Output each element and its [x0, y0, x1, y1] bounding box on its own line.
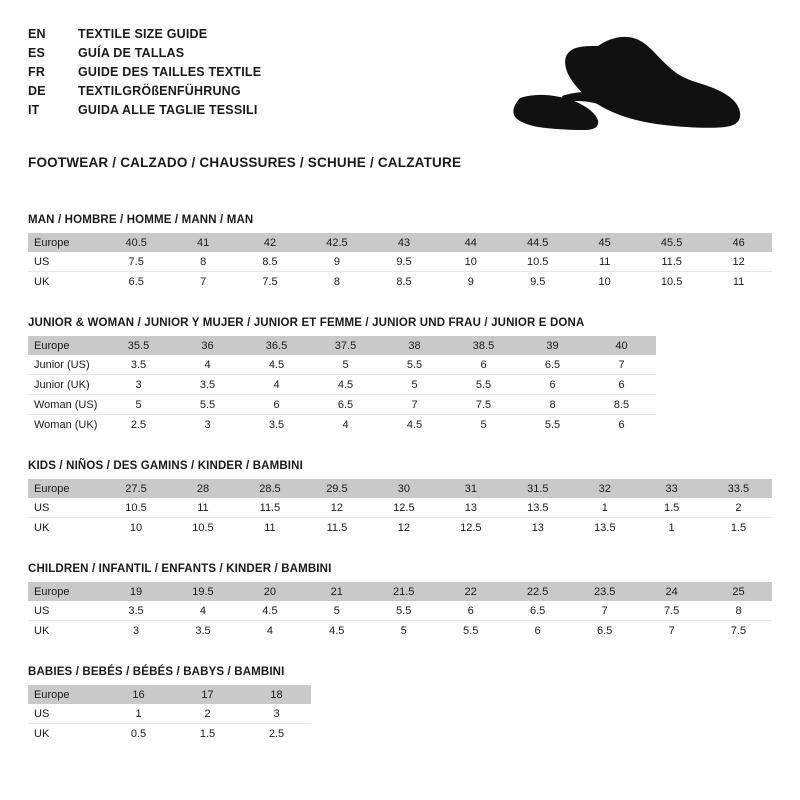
size-cell: 6.5 [311, 395, 380, 415]
size-cell: 39 [518, 336, 587, 355]
table-row [28, 479, 772, 498]
size-section [28, 460, 772, 537]
size-cell: 5.5 [437, 621, 504, 641]
size-cell: 38 [380, 336, 449, 355]
section-title: KIDS / NIÑOS / DES GAMINS / KINDER / BAMBINI [28, 460, 303, 472]
size-cell: 8 [518, 395, 587, 415]
language-title: GUIDA ALLE TAGLIE TESSILI [78, 103, 258, 117]
row-label: UK [28, 724, 104, 744]
size-cell: 25 [705, 582, 772, 601]
size-cell: 24 [638, 582, 705, 601]
size-cell: 12 [705, 252, 772, 272]
row-label: Europe [28, 233, 103, 252]
size-table [28, 233, 772, 291]
size-cell: 7.5 [237, 272, 304, 292]
size-cell: 21 [303, 582, 370, 601]
size-cell: 7 [587, 355, 656, 375]
size-cell: 5 [104, 395, 173, 415]
size-cell: 5.5 [173, 395, 242, 415]
size-cell: 12.5 [437, 518, 504, 538]
size-section [28, 666, 772, 743]
table-row [28, 724, 311, 744]
size-cell: 5 [380, 375, 449, 395]
size-cell: 44.5 [504, 233, 571, 252]
size-cell: 41 [170, 233, 237, 252]
table-row [28, 704, 311, 724]
size-cell: 4 [242, 375, 311, 395]
size-cell: 9 [437, 272, 504, 292]
row-label: UK [28, 272, 103, 292]
size-cell: 1.5 [705, 518, 772, 538]
row-label: Europe [28, 479, 103, 498]
size-cell: 4 [311, 415, 380, 435]
size-cell: 42 [237, 233, 304, 252]
language-title-list [28, 26, 261, 119]
table-row [28, 272, 772, 292]
size-cell: 5.5 [380, 355, 449, 375]
size-cell: 36 [173, 336, 242, 355]
size-cell: 5.5 [370, 601, 437, 621]
table-row [28, 375, 656, 395]
size-cell: 11.5 [236, 498, 303, 518]
table-row [28, 518, 772, 538]
size-cell: 17 [173, 685, 242, 704]
language-code: IT [28, 103, 40, 117]
size-cell: 9.5 [504, 272, 571, 292]
section-title: MAN / HOMBRE / HOMME / MANN / MAN [28, 214, 254, 226]
size-table [28, 582, 772, 640]
size-cell: 6 [518, 375, 587, 395]
size-cell: 4.5 [311, 375, 380, 395]
size-cell: 7.5 [705, 621, 772, 641]
language-code: FR [28, 65, 46, 79]
table-row [28, 685, 311, 704]
dress-shoe-icon [502, 34, 752, 139]
language-row [28, 45, 261, 62]
size-cell: 9 [303, 252, 370, 272]
size-cell: 10.5 [638, 272, 705, 292]
section-title: BABIES / BEBÉS / BÉBÉS / BABYS / BAMBINI [28, 666, 285, 678]
size-cell: 33.5 [705, 479, 772, 498]
size-cell: 18 [242, 685, 311, 704]
language-code: EN [28, 27, 46, 41]
size-cell: 8 [170, 252, 237, 272]
size-cell: 10 [103, 518, 170, 538]
table-row [28, 395, 656, 415]
size-cell: 1.5 [638, 498, 705, 518]
size-cell: 44 [437, 233, 504, 252]
size-sections [28, 214, 772, 743]
size-cell: 13 [437, 498, 504, 518]
size-cell: 8.5 [587, 395, 656, 415]
size-cell: 38.5 [449, 336, 518, 355]
size-cell: 1.5 [173, 724, 242, 744]
size-cell: 1 [638, 518, 705, 538]
size-cell: 8 [303, 272, 370, 292]
size-cell: 4 [237, 621, 304, 641]
size-cell: 11 [169, 498, 236, 518]
size-cell: 4 [173, 355, 242, 375]
row-label: UK [28, 621, 103, 641]
table-row [28, 415, 656, 435]
size-cell: 8.5 [371, 272, 438, 292]
size-cell: 3 [242, 704, 311, 724]
section-title: JUNIOR & WOMAN / JUNIOR Y MUJER / JUNIOR ET FEMME / JUNIOR UND FRAU / JUNIOR E DONA [28, 317, 585, 329]
table-row [28, 621, 772, 641]
table-row [28, 336, 656, 355]
size-cell: 5 [311, 355, 380, 375]
size-cell: 23.5 [571, 582, 638, 601]
language-code: ES [28, 46, 46, 60]
size-cell: 4.5 [380, 415, 449, 435]
size-cell: 11.5 [638, 252, 705, 272]
size-cell: 3 [104, 375, 173, 395]
size-cell: 2.5 [104, 415, 173, 435]
size-cell: 6.5 [571, 621, 638, 641]
size-cell: 6.5 [504, 601, 571, 621]
size-section [28, 563, 772, 640]
size-table [28, 479, 772, 537]
row-label: US [28, 704, 104, 724]
size-cell: 4 [169, 601, 236, 621]
size-cell: 22 [437, 582, 504, 601]
size-cell: 7 [380, 395, 449, 415]
size-cell: 36.5 [242, 336, 311, 355]
size-cell: 3.5 [169, 621, 236, 641]
language-row [28, 83, 261, 100]
size-cell: 28.5 [236, 479, 303, 498]
table-row [28, 252, 772, 272]
size-table [28, 685, 311, 743]
size-cell: 28 [169, 479, 236, 498]
category-heading: FOOTWEAR / CALZADO / CHAUSSURES / SCHUHE / CALZATURE [28, 155, 462, 170]
size-cell: 7 [571, 601, 638, 621]
size-cell: 19 [103, 582, 170, 601]
language-row [28, 102, 261, 119]
table-row [28, 582, 772, 601]
language-title: TEXTILGRÖßENFÜHRUNG [78, 84, 241, 98]
size-cell: 37.5 [311, 336, 380, 355]
row-label: US [28, 498, 103, 518]
size-section [28, 317, 772, 434]
size-cell: 16 [104, 685, 173, 704]
size-cell: 6 [587, 375, 656, 395]
size-cell: 7.5 [449, 395, 518, 415]
size-cell: 7.5 [638, 601, 705, 621]
row-label: UK [28, 518, 103, 538]
size-cell: 4.5 [237, 601, 304, 621]
size-cell: 11.5 [303, 518, 370, 538]
row-label: Junior (UK) [28, 375, 104, 395]
size-cell: 6 [449, 355, 518, 375]
row-label: US [28, 601, 103, 621]
size-cell: 32 [571, 479, 638, 498]
size-cell: 45.5 [638, 233, 705, 252]
size-cell: 8 [705, 601, 772, 621]
row-label: Europe [28, 336, 104, 355]
size-cell: 31 [437, 479, 504, 498]
language-code: DE [28, 84, 46, 98]
size-cell: 42.5 [303, 233, 370, 252]
size-cell: 13 [504, 518, 571, 538]
size-cell: 27.5 [103, 479, 170, 498]
section-title: CHILDREN / INFANTIL / ENFANTS / KINDER / BAMBINI [28, 563, 332, 575]
table-row [28, 233, 772, 252]
size-cell: 10 [571, 272, 638, 292]
size-cell: 3.5 [104, 355, 173, 375]
size-cell: 6 [504, 621, 571, 641]
size-cell: 4.5 [303, 621, 370, 641]
size-table [28, 336, 656, 434]
size-cell: 11 [705, 272, 772, 292]
size-cell: 46 [705, 233, 772, 252]
size-cell: 29.5 [303, 479, 370, 498]
size-cell: 11 [571, 252, 638, 272]
size-cell: 2 [705, 498, 772, 518]
size-cell: 7.5 [103, 252, 170, 272]
row-label: Woman (UK) [28, 415, 104, 435]
size-cell: 1 [571, 498, 638, 518]
size-cell: 1 [104, 704, 173, 724]
size-cell: 12.5 [370, 498, 437, 518]
language-row [28, 64, 261, 81]
table-row [28, 355, 656, 375]
size-cell: 20 [237, 582, 304, 601]
language-title: TEXTILE SIZE GUIDE [78, 27, 208, 41]
size-cell: 5.5 [449, 375, 518, 395]
size-cell: 12 [303, 498, 370, 518]
size-cell: 10 [437, 252, 504, 272]
row-label: Woman (US) [28, 395, 104, 415]
row-label: US [28, 252, 103, 272]
language-title: GUÍA DE TALLAS [78, 46, 185, 60]
row-label: Junior (US) [28, 355, 104, 375]
size-cell: 2 [173, 704, 242, 724]
table-row [28, 601, 772, 621]
size-cell: 35.5 [104, 336, 173, 355]
size-cell: 33 [638, 479, 705, 498]
size-cell: 6 [587, 415, 656, 435]
row-label: Europe [28, 582, 103, 601]
size-cell: 6.5 [518, 355, 587, 375]
size-cell: 2.5 [242, 724, 311, 744]
size-cell: 13.5 [504, 498, 571, 518]
size-cell: 7 [170, 272, 237, 292]
size-cell: 19.5 [169, 582, 236, 601]
size-cell: 3.5 [103, 601, 170, 621]
size-cell: 7 [638, 621, 705, 641]
size-cell: 31.5 [504, 479, 571, 498]
size-cell: 40 [587, 336, 656, 355]
size-cell: 5 [303, 601, 370, 621]
size-cell: 5 [449, 415, 518, 435]
size-cell: 3.5 [173, 375, 242, 395]
size-cell: 0.5 [104, 724, 173, 744]
size-cell: 9.5 [371, 252, 438, 272]
size-cell: 5 [370, 621, 437, 641]
size-cell: 21.5 [370, 582, 437, 601]
size-cell: 10.5 [504, 252, 571, 272]
size-cell: 43 [371, 233, 438, 252]
size-cell: 5.5 [518, 415, 587, 435]
size-cell: 12 [370, 518, 437, 538]
size-cell: 3.5 [242, 415, 311, 435]
size-section [28, 214, 772, 291]
size-cell: 6.5 [103, 272, 170, 292]
table-row [28, 498, 772, 518]
size-cell: 3 [103, 621, 170, 641]
language-title: GUIDE DES TAILLES TEXTILE [78, 65, 262, 79]
size-cell: 30 [370, 479, 437, 498]
size-cell: 45 [571, 233, 638, 252]
size-cell: 6 [242, 395, 311, 415]
size-cell: 3 [173, 415, 242, 435]
size-cell: 10.5 [103, 498, 170, 518]
size-cell: 13.5 [571, 518, 638, 538]
size-cell: 4.5 [242, 355, 311, 375]
row-label: Europe [28, 685, 104, 704]
page-header [28, 26, 772, 139]
size-cell: 6 [437, 601, 504, 621]
size-cell: 22.5 [504, 582, 571, 601]
language-row [28, 26, 261, 43]
size-cell: 8.5 [237, 252, 304, 272]
size-cell: 10.5 [169, 518, 236, 538]
size-cell: 11 [236, 518, 303, 538]
size-cell: 40.5 [103, 233, 170, 252]
